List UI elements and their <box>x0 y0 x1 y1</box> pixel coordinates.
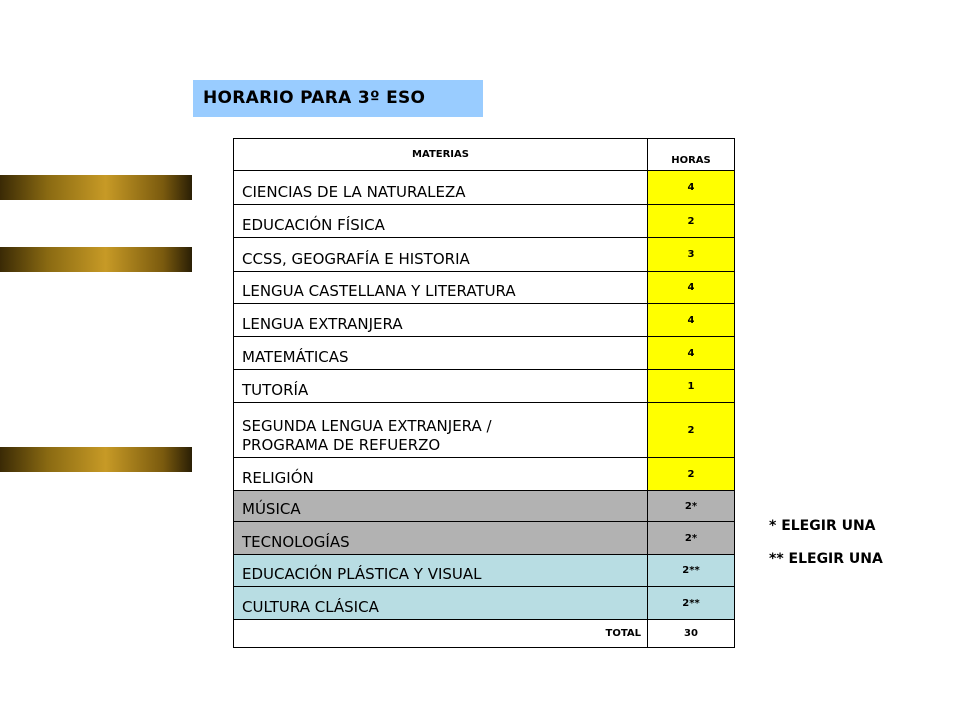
subject-cell: LENGUA EXTRANJERA <box>234 304 648 337</box>
subject-cell: MATEMÁTICAS <box>234 337 648 370</box>
table-row <box>234 555 735 587</box>
subject-cell: TECNOLOGÍAS <box>234 522 648 555</box>
hours-cell: 2** <box>648 555 735 587</box>
table-row <box>234 171 735 205</box>
subject-cell: LENGUA CASTELLANA Y LITERATURA <box>234 272 648 304</box>
table-row <box>234 272 735 304</box>
note-double-star: ** ELEGIR UNA <box>769 551 883 567</box>
table-row <box>234 522 735 555</box>
hours-cell: 2 <box>648 205 735 238</box>
note-single-star: * ELEGIR UNA <box>769 518 876 534</box>
total-value: 30 <box>648 620 735 648</box>
subject-cell: RELIGIÓN <box>234 458 648 491</box>
table-row <box>234 304 735 337</box>
total-label: TOTAL <box>234 620 648 648</box>
decorative-bar <box>0 247 192 272</box>
subject-cell: SEGUNDA LENGUA EXTRANJERA / PROGRAMA DE REFUERZO <box>234 403 648 458</box>
schedule-table <box>233 138 735 648</box>
hours-cell: 3 <box>648 238 735 272</box>
subject-cell: CCSS, GEOGRAFÍA E HISTORIA <box>234 238 648 272</box>
hours-cell: 4 <box>648 171 735 205</box>
table-row <box>234 403 735 458</box>
total-row <box>234 620 735 648</box>
decorative-bar <box>0 175 192 200</box>
page-title: HORARIO PARA 3º ESO <box>193 80 483 117</box>
hours-cell: 4 <box>648 304 735 337</box>
hours-cell: 4 <box>648 337 735 370</box>
subject-cell: EDUCACIÓN FÍSICA <box>234 205 648 238</box>
hours-cell: 2* <box>648 522 735 555</box>
table-row <box>234 205 735 238</box>
header-subjects: MATERIAS <box>234 139 648 171</box>
table-row <box>234 458 735 491</box>
subject-cell: CULTURA CLÁSICA <box>234 587 648 620</box>
decorative-bar <box>0 447 192 472</box>
hours-cell: 2** <box>648 587 735 620</box>
table-row <box>234 370 735 403</box>
hours-cell: 2 <box>648 403 735 458</box>
table-row <box>234 337 735 370</box>
hours-cell: 2* <box>648 491 735 522</box>
subject-cell: EDUCACIÓN PLÁSTICA Y VISUAL <box>234 555 648 587</box>
table-row <box>234 491 735 522</box>
hours-cell: 2 <box>648 458 735 491</box>
table-row <box>234 238 735 272</box>
table-header-row <box>234 139 735 171</box>
table-row <box>234 587 735 620</box>
hours-cell: 4 <box>648 272 735 304</box>
header-hours: HORAS <box>648 139 735 171</box>
subject-cell: TUTORÍA <box>234 370 648 403</box>
subject-cell: CIENCIAS DE LA NATURALEZA <box>234 171 648 205</box>
subject-cell: MÚSICA <box>234 491 648 522</box>
hours-cell: 1 <box>648 370 735 403</box>
